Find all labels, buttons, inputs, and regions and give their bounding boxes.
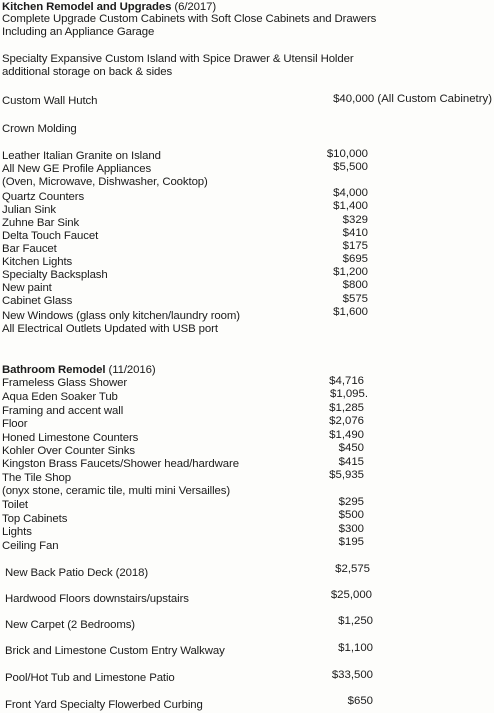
bathroom-item-label: Lights [2,526,32,538]
kitchen-heading-date: (6/2017) [171,1,217,13]
kitchen-heading-title: Kitchen Remodel and Upgrades [2,1,172,13]
bathroom-item-value: $295 [338,496,364,508]
kitchen-item-value: $1,600 [333,306,368,318]
other-item-label: Brick and Limestone Custom Entry Walkway [5,645,225,657]
other-item-value: $33,500 [331,669,373,681]
bathroom-item-label: Kingston Brass Faucets/Shower head/hardware [2,458,239,470]
kitchen-intro-line2: Including an Appliance Garage [2,26,155,38]
bathroom-item-label: The Tile Shop [2,472,71,484]
bathroom-item-label: Aqua Eden Soaker Tub [2,391,118,403]
bathroom-item-label: Top Cabinets [2,513,68,525]
other-item-label: New Back Patio Deck (2018) [5,567,149,579]
bathroom-item-value: $1,490 [329,429,364,441]
bathroom-item-value: $500 [338,509,364,521]
kitchen-item-value: $1,200 [333,266,368,278]
kitchen-island-line2: additional storage on back & sides [2,66,173,78]
bathroom-item-value: $300 [338,523,364,535]
kitchen-item-label: Quartz Counters [2,191,85,203]
bathroom-item-label: Kohler Over Counter Sinks [2,445,135,457]
other-item-value: $1,250 [338,615,373,627]
bathroom-item-value: $4,716 [329,375,364,387]
kitchen-item-label: Leather Italian Granite on Island [2,150,161,162]
bathroom-item-label: Toilet [2,499,28,511]
kitchen-item-label: Delta Touch Faucet [2,230,99,242]
bathroom-item-value: $5,935 [329,469,364,481]
kitchen-item-value: $695 [342,253,368,265]
bathroom-heading-title: Bathroom Remodel [2,364,106,376]
kitchen-item-label: (Oven, Microwave, Dishwasher, Cooktop) [2,176,208,188]
kitchen-intro-line1: Complete Upgrade Custom Cabinets with Soft Close Cabinets and Drawers [2,13,377,25]
kitchen-item-label: Custom Wall Hutch [2,95,98,107]
kitchen-item-label: Cabinet Glass [2,295,73,307]
bathroom-item-value: $450 [338,442,364,454]
bathroom-item-label: Floor [2,418,28,430]
other-item-value: $1,100 [338,642,373,654]
kitchen-item-label: Julian Sink [2,204,56,216]
bathroom-item-label: Ceiling Fan [2,540,59,552]
kitchen-item-label: Bar Faucet [2,243,57,255]
kitchen-item-label: New paint [2,282,52,294]
bathroom-item-label: Framing and accent wall [2,405,124,417]
kitchen-item-value: $410 [342,227,368,239]
bathroom-item-label: Honed Limestone Counters [2,432,139,444]
kitchen-item-value: $175 [342,240,368,252]
kitchen-item-label: Zuhne Bar Sink [2,217,80,229]
other-item-label: Hardwood Floors downstairs/upstairs [5,593,189,605]
bathroom-item-value: $2,076 [329,415,364,427]
bathroom-item-value: $195 [338,536,364,548]
other-item-label: Front Yard Specialty Flowerbed Curbing [5,699,203,711]
kitchen-island-line1: Specialty Expansive Custom Island with Spice Drawer & Utensil Holder [2,53,354,65]
bathroom-item-label: (onyx stone, ceramic tile, multi mini Versailles) [2,485,231,497]
kitchen-item-value: $4,000 [333,187,368,199]
kitchen-item-value: $5,500 [333,161,368,173]
kitchen-item-label: New Windows (glass only kitchen/laundry room) [2,310,240,322]
kitchen-item-label: All Electrical Outlets Updated with USB port [2,323,218,335]
other-item-value: $650 [347,695,373,707]
bathroom-item-value: $1,285 [329,402,364,414]
kitchen-item-value: $800 [342,279,368,291]
other-item-label: Pool/Hot Tub and Limestone Patio [5,672,175,684]
kitchen-item-value: $40,000 (All Custom Cabinetry) [333,93,492,105]
bathroom-item-value: $415 [338,456,364,468]
kitchen-item-label: All New GE Profile Appliances [2,163,152,175]
bathroom-heading [2,364,156,377]
bathroom-heading-date: (11/2016) [105,364,156,376]
other-item-value: $25,000 [330,589,372,601]
bathroom-item-value: $1,095. [329,388,368,400]
kitchen-item-label: Crown Molding [2,123,77,135]
other-item-label: New Carpet (2 Bedrooms) [5,619,136,631]
kitchen-item-value: $329 [342,214,368,226]
other-item-value: $2,575 [335,563,370,575]
kitchen-item-label: Kitchen Lights [2,256,73,268]
kitchen-item-label: Specialty Backsplash [2,269,108,281]
kitchen-item-value: $1,400 [333,200,368,212]
bathroom-item-label: Frameless Glass Shower [2,377,128,389]
kitchen-item-value: $10,000 [326,148,368,160]
kitchen-item-value: $575 [342,293,368,305]
